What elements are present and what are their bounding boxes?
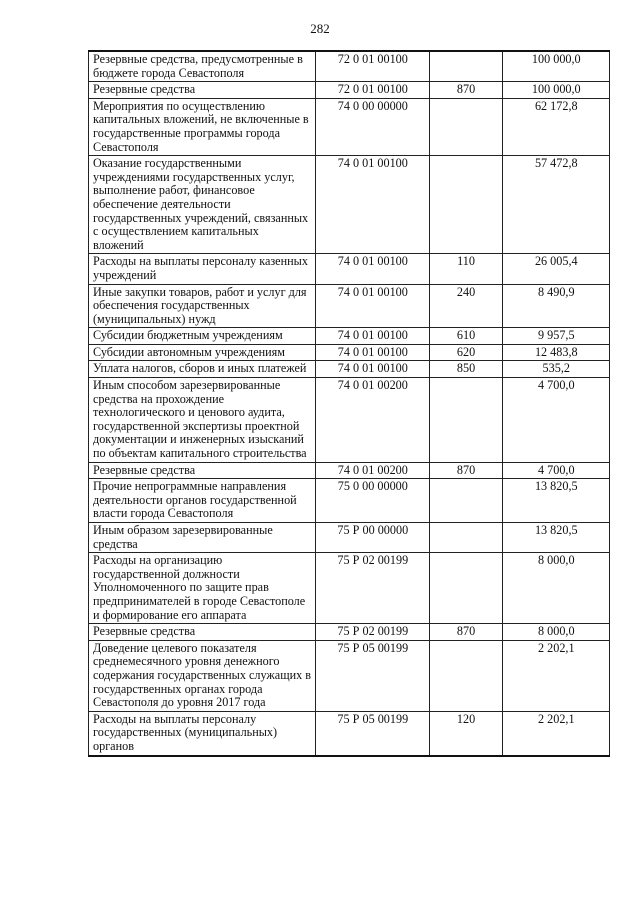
table-row	[89, 344, 610, 361]
row-sum: 13 820,5	[502, 479, 609, 523]
table-row	[89, 479, 610, 523]
row-sum: 100 000,0	[502, 51, 609, 82]
row-expense-type: 870	[429, 82, 502, 99]
row-sum: 2 202,1	[502, 640, 609, 711]
table-row	[89, 156, 610, 254]
row-expense-type: 620	[429, 344, 502, 361]
row-expense-type: 850	[429, 361, 502, 378]
row-code: 74 0 01 00100	[316, 361, 430, 378]
row-code: 72 0 01 00100	[316, 51, 430, 82]
row-name: Мероприятия по осуществлению капитальных вложений, не включенные в государственные программы города Севастополя	[89, 98, 316, 155]
row-sum: 13 820,5	[502, 523, 609, 553]
row-sum: 62 172,8	[502, 98, 609, 155]
table-row	[89, 98, 610, 155]
row-name: Расходы на организацию государственной должности Уполномоченного по защите прав предпринимателей в городе Севастополе и формирование его аппарата	[89, 553, 316, 624]
row-name: Резервные средства	[89, 624, 316, 641]
table-row	[89, 624, 610, 641]
row-code: 74 0 01 00100	[316, 254, 430, 284]
row-code: 74 0 01 00100	[316, 328, 430, 345]
row-expense-type	[429, 98, 502, 155]
row-name: Резервные средства	[89, 82, 316, 99]
row-name: Доведение целевого показателя среднемесячного уровня денежного содержания государственных служащих в государственных органах города Севастополя до уровня 2017 года	[89, 640, 316, 711]
row-expense-type	[429, 51, 502, 82]
row-name: Иные закупки товаров, работ и услуг для обеспечения государственных (муниципальных) нужд	[89, 284, 316, 328]
row-code: 75 Р 02 00199	[316, 553, 430, 624]
table-row	[89, 51, 610, 82]
row-expense-type	[429, 156, 502, 254]
row-expense-type: 120	[429, 711, 502, 755]
row-expense-type: 870	[429, 462, 502, 479]
row-expense-type	[429, 640, 502, 711]
row-sum: 8 490,9	[502, 284, 609, 328]
row-code: 72 0 01 00100	[316, 82, 430, 99]
row-name: Резервные средства	[89, 462, 316, 479]
row-sum: 8 000,0	[502, 553, 609, 624]
row-sum: 2 202,1	[502, 711, 609, 755]
row-name: Резервные средства, предусмотренные в бюджете города Севастополя	[89, 51, 316, 82]
row-name: Прочие непрограммные направления деятельности органов государственной власти города Севастополя	[89, 479, 316, 523]
row-code: 74 0 01 00100	[316, 284, 430, 328]
row-expense-type: 240	[429, 284, 502, 328]
row-code: 75 Р 00 00000	[316, 523, 430, 553]
table-row	[89, 254, 610, 284]
row-expense-type: 110	[429, 254, 502, 284]
row-sum: 100 000,0	[502, 82, 609, 99]
row-sum: 4 700,0	[502, 378, 609, 463]
table-row	[89, 462, 610, 479]
table-row	[89, 82, 610, 99]
budget-table	[88, 50, 610, 757]
row-name: Субсидии бюджетным учреждениям	[89, 328, 316, 345]
row-expense-type: 870	[429, 624, 502, 641]
row-code: 75 Р 05 00199	[316, 711, 430, 755]
row-code: 75 Р 05 00199	[316, 640, 430, 711]
row-name: Субсидии автономным учреждениям	[89, 344, 316, 361]
budget-table-body	[89, 51, 610, 756]
row-code: 75 Р 02 00199	[316, 624, 430, 641]
table-row	[89, 523, 610, 553]
row-code: 74 0 01 00100	[316, 156, 430, 254]
row-name: Оказание государственными учреждениями государственных услуг, выполнение работ, финансовое обеспечение деятельности государственных учреждений, связанных с осуществлением капитальных вложений	[89, 156, 316, 254]
table-row	[89, 640, 610, 711]
row-code: 74 0 01 00200	[316, 378, 430, 463]
row-sum: 8 000,0	[502, 624, 609, 641]
table-row	[89, 378, 610, 463]
row-code: 75 0 00 00000	[316, 479, 430, 523]
row-name: Расходы на выплаты персоналу государственных (муниципальных) органов	[89, 711, 316, 755]
row-expense-type	[429, 479, 502, 523]
row-name: Уплата налогов, сборов и иных платежей	[89, 361, 316, 378]
row-code: 74 0 01 00200	[316, 462, 430, 479]
row-code: 74 0 01 00100	[316, 344, 430, 361]
table-row	[89, 553, 610, 624]
table-row	[89, 284, 610, 328]
row-name: Иным способом зарезервированные средства на прохождение технологического и ценового аудита, государственной экспертизы проектной документации и инженерных изысканий по объектам капитального строительства	[89, 378, 316, 463]
row-sum: 57 472,8	[502, 156, 609, 254]
row-name: Расходы на выплаты персоналу казенных учреждений	[89, 254, 316, 284]
row-sum: 535,2	[502, 361, 609, 378]
table-row	[89, 328, 610, 345]
row-expense-type	[429, 523, 502, 553]
row-sum: 4 700,0	[502, 462, 609, 479]
row-expense-type	[429, 553, 502, 624]
row-sum: 9 957,5	[502, 328, 609, 345]
table-row	[89, 711, 610, 755]
row-expense-type: 610	[429, 328, 502, 345]
row-sum: 12 483,8	[502, 344, 609, 361]
row-code: 74 0 00 00000	[316, 98, 430, 155]
page-number: 282	[310, 21, 330, 36]
table-row	[89, 361, 610, 378]
row-sum: 26 005,4	[502, 254, 609, 284]
row-expense-type	[429, 378, 502, 463]
row-name: Иным образом зарезервированные средства	[89, 523, 316, 553]
